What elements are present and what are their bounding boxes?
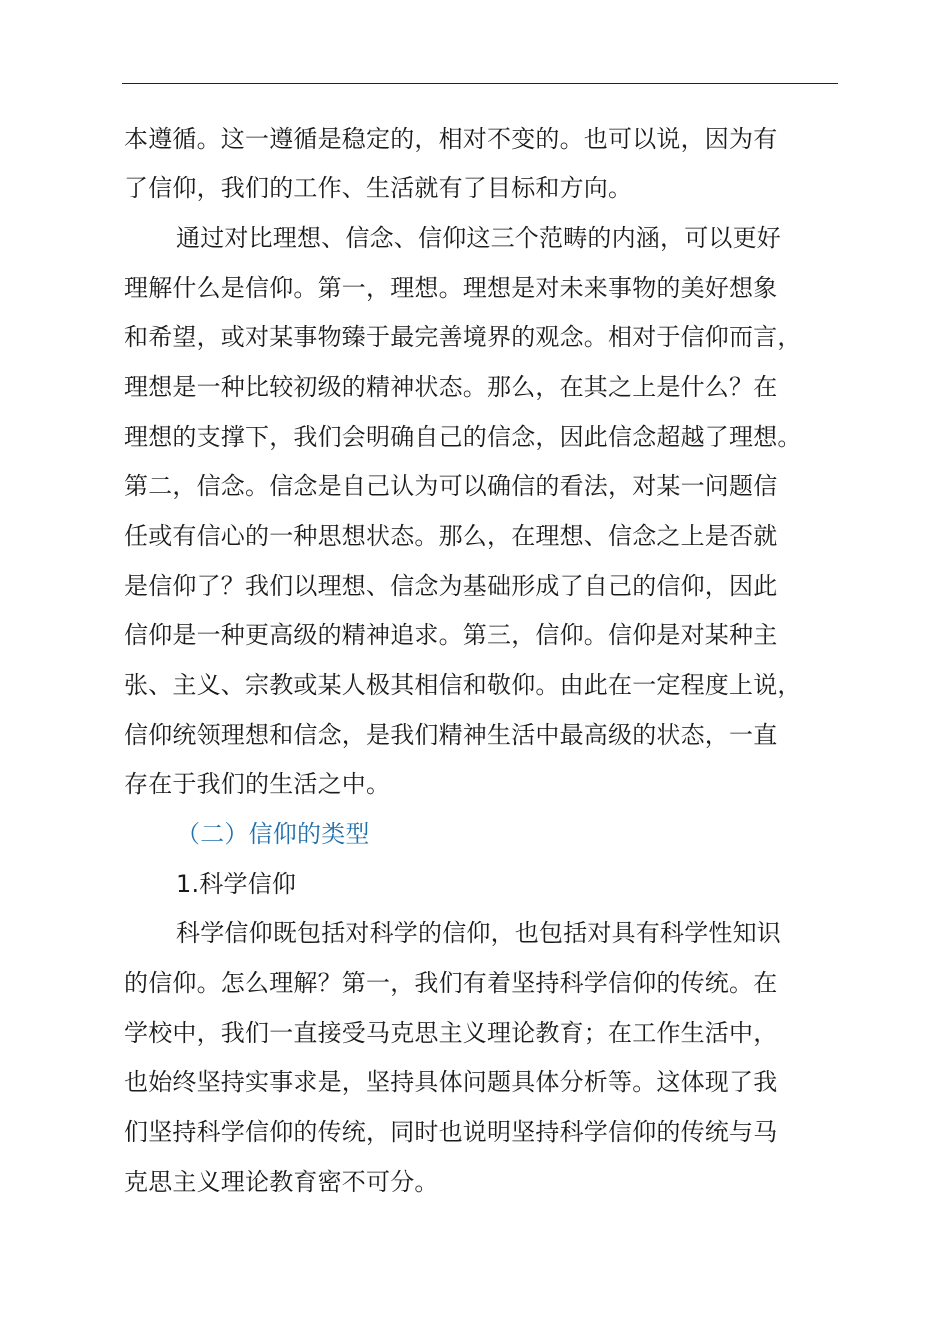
subsection-heading: 1.科学信仰 <box>176 870 297 898</box>
text-line: 理想是一种比较初级的精神状态。那么，在其之上是什么？在 <box>124 373 778 401</box>
text-line: 张、主义、宗教或某人极其相信和敬仰。由此在一定程度上说， <box>124 671 802 699</box>
header-rule <box>122 83 838 84</box>
text-line: 本遵循。这一遵循是稳定的，相对不变的。也可以说，因为有 <box>124 125 778 153</box>
text-line: 和希望，或对某事物臻于最完善境界的观念。相对于信仰而言， <box>124 323 802 351</box>
text-line: 也始终坚持实事求是，坚持具体问题具体分析等。这体现了我 <box>124 1068 778 1096</box>
text-line: 第二，信念。信念是自己认为可以确信的看法，对某一问题信 <box>124 472 778 500</box>
paragraph-start-line: 科学信仰既包括对科学的信仰，也包括对具有科学性知识 <box>176 919 781 947</box>
text-line: 们坚持科学信仰的传统，同时也说明坚持科学信仰的传统与马 <box>124 1118 778 1146</box>
text-line: 的信仰。怎么理解？第一，我们有着坚持科学信仰的传统。在 <box>124 969 778 997</box>
text-line: 克思主义理论教育密不可分。 <box>124 1168 439 1196</box>
text-line: 信仰是一种更高级的精神追求。第三，信仰。信仰是对某种主 <box>124 621 778 649</box>
text-line: 信仰统领理想和信念，是我们精神生活中最高级的状态，一直 <box>124 721 778 749</box>
text-line: 理解什么是信仰。第一，理想。理想是对未来事物的美好想象 <box>124 274 778 302</box>
text-line: 是信仰了？我们以理想、信念为基础形成了自己的信仰，因此 <box>124 572 778 600</box>
text-line: 任或有信心的一种思想状态。那么，在理想、信念之上是否就 <box>124 522 778 550</box>
text-line: 学校中，我们一直接受马克思主义理论教育；在工作生活中， <box>124 1019 778 1047</box>
text-line: 了信仰，我们的工作、生活就有了目标和方向。 <box>124 174 633 202</box>
section-heading: （二）信仰的类型 <box>176 820 370 848</box>
text-line: 存在于我们的生活之中。 <box>124 770 391 798</box>
text-line: 理想的支撑下，我们会明确自己的信念，因此信念超越了理想。 <box>124 423 802 451</box>
paragraph-start-line: 通过对比理想、信念、信仰这三个范畴的内涵，可以更好 <box>176 224 781 252</box>
